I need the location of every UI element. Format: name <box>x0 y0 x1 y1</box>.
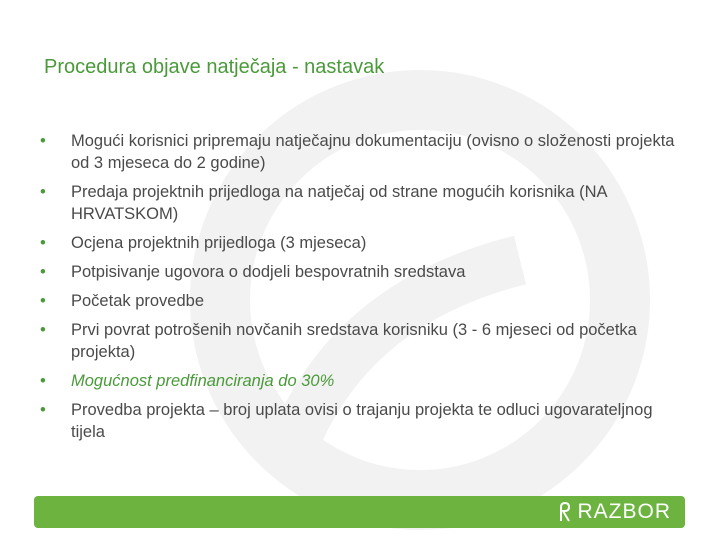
bullet-icon: • <box>40 401 46 419</box>
slide-title: Procedura objave natječaja - nastavak <box>44 56 385 78</box>
bullet-text: Mogućnost predfinanciranja do 30% <box>71 372 335 390</box>
list-item-emphasis <box>38 370 688 392</box>
list-item <box>38 181 688 225</box>
bullet-text: Ocjena projektnih prijedloga (3 mjeseca) <box>71 234 367 252</box>
bullet-text: Predaja projektnih prijedloga na natječaj od strane mogućih korisnika (NA HRVATSKOM) <box>71 183 607 223</box>
footer-bar <box>34 496 685 528</box>
bullet-icon: • <box>40 234 46 252</box>
razbor-logo <box>559 500 671 524</box>
list-item <box>38 261 688 283</box>
bullet-text: Prvi povrat potrošenih novčanih sredstava korisniku (3 - 6 mjeseci od početka projekta) <box>71 321 637 361</box>
logo-text: RAZBOR <box>577 500 671 523</box>
bullet-text: Provedba projekta – broj uplata ovisi o trajanju projekta te odluci ugovarateljnog tijela <box>71 401 653 441</box>
bullet-list <box>38 130 688 450</box>
list-item <box>38 399 688 443</box>
bullet-icon: • <box>40 372 46 390</box>
bullet-text: Početak provedbe <box>71 292 205 310</box>
bullet-text: Potpisivanje ugovora o dodjeli bespovratnih sredstava <box>71 263 466 281</box>
bullet-icon: • <box>40 263 46 281</box>
list-item <box>38 232 688 254</box>
list-item <box>38 130 688 174</box>
list-item <box>38 319 688 363</box>
bullet-icon: • <box>40 321 46 339</box>
bullet-icon: • <box>40 183 46 201</box>
razbor-logo-icon <box>559 502 571 522</box>
list-item <box>38 290 688 312</box>
bullet-icon: • <box>40 132 46 150</box>
bullet-text: Mogući korisnici pripremaju natječajnu dokumentaciju (ovisno o složenosti projekta od 3 mjeseca do 2 godine) <box>71 132 675 172</box>
bullet-icon: • <box>40 292 46 310</box>
